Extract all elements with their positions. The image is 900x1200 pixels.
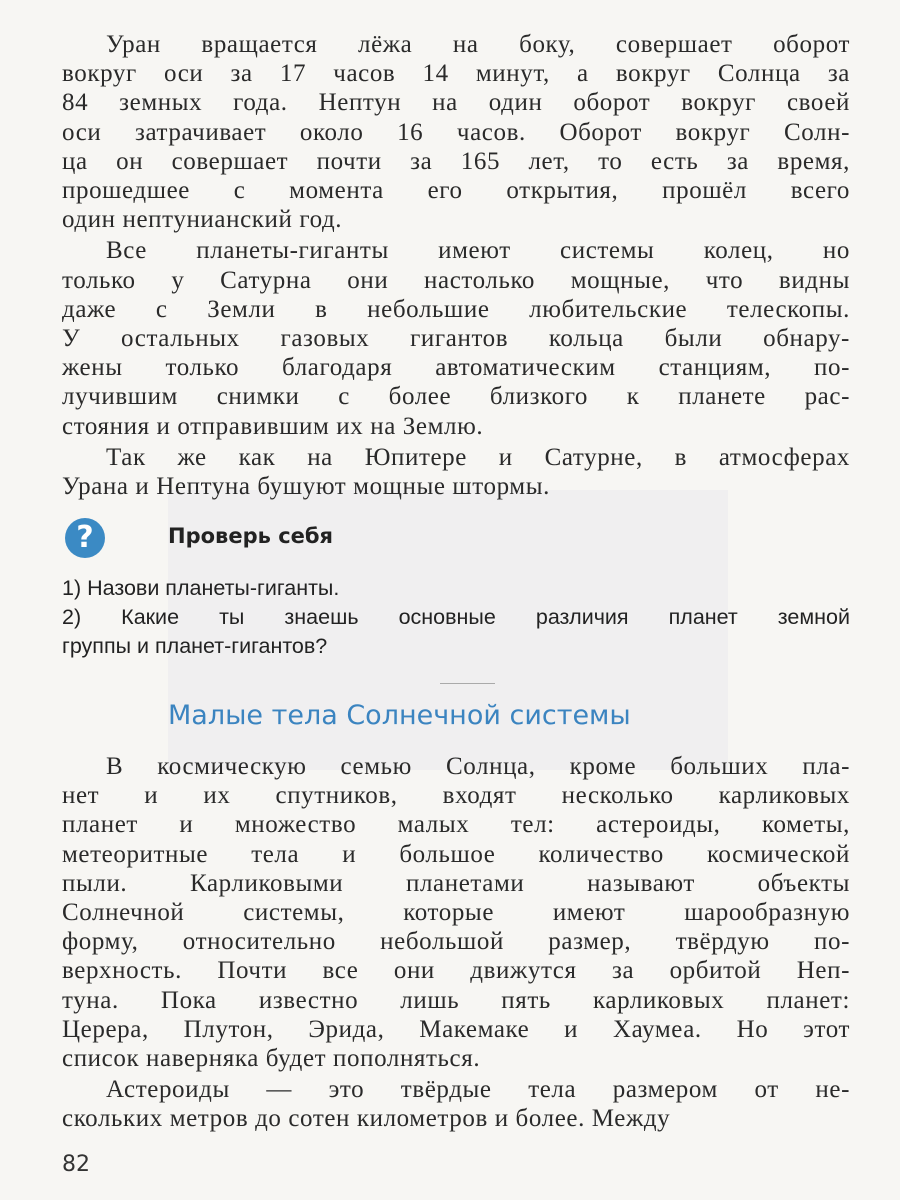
text-line: один нептунианский год. (62, 206, 343, 234)
text-line: вокруг оси за 17 часов 14 минут, а вокруг Солнца за (62, 60, 850, 88)
text-line: стояния и отправившим их на Землю. (62, 412, 484, 440)
paragraph (62, 236, 850, 440)
paragraph (62, 443, 850, 501)
paragraph (62, 1075, 850, 1133)
text-line: даже с Земли в небольшие любительские телескопы. (62, 295, 850, 323)
text-line: туна. Пока известно лишь пять карликовых планет: (62, 986, 850, 1014)
text-line: прошедшее с момента его открытия, прошёл всего (62, 177, 850, 205)
text-line: пыли. Карликовыми планетами называют объекты (62, 869, 850, 897)
check-yourself-title: Проверь себя (168, 524, 334, 548)
paragraph (62, 30, 850, 234)
question-item: 2) Какие ты знаешь основные различия планет земной (62, 605, 850, 629)
text-bottom (62, 752, 850, 1136)
text-line: оси затрачивает около 16 часов. Оборот вокруг Солн- (62, 118, 850, 146)
question-item: 1) Назови планеты-гиганты. (62, 576, 340, 600)
question-list (62, 574, 850, 661)
text-line: У остальных газовых гигантов кольца были обнару- (62, 325, 850, 353)
text-line: ца он совершает почти за 165 лет, то есть за время, (62, 147, 850, 175)
text-line: лучившим снимки с более близкого к планете рас- (62, 383, 850, 411)
text-line: Урана и Нептуна бушуют мощные штормы. (62, 473, 550, 501)
text-line: Астероиды — это твёрдые тела размером от не- (106, 1076, 850, 1104)
section-title: Малые тела Солнечной системы (168, 700, 631, 731)
text-top (62, 30, 850, 503)
text-line: скольких метров до сотен километров и более. Между (62, 1105, 671, 1133)
page-number: 82 (62, 1152, 90, 1177)
text-line: форму, относительно небольшой размер, твёрдую по- (62, 928, 850, 956)
text-line: Так же как на Юпитере и Сатурне, в атмосферах (106, 443, 850, 471)
text-line: Солнечной системы, которые имеют шарообразную (62, 899, 850, 927)
question-icon: ? (65, 518, 105, 558)
divider (440, 683, 495, 684)
text-line: верхность. Почти все они движутся за орбитой Неп- (62, 957, 850, 985)
text-line: список наверняка будет пополняться. (62, 1045, 481, 1073)
text-line: нет и их спутников, входят несколько карликовых (62, 782, 850, 810)
text-line: метеоритные тела и большое количество космической (62, 840, 850, 868)
text-line: планет и множество малых тел: астероиды, кометы, (62, 811, 850, 839)
paragraph (62, 752, 850, 1073)
text-line: только у Сатурна они настолько мощные, что видны (62, 266, 850, 294)
text-line: жены только благодаря автоматическим станциям, по- (62, 354, 850, 382)
text-line: Все планеты-гиганты имеют системы колец, но (106, 237, 850, 265)
question-item: группы и планет-гигантов? (62, 634, 328, 658)
text-line: Церера, Плутон, Эрида, Макемаке и Хаумеа. Но этот (62, 1015, 850, 1043)
text-line: Уран вращается лёжа на боку, совершает оборот (106, 31, 850, 58)
text-line: 84 земных года. Нептун на один оборот вокруг своей (62, 89, 850, 117)
text-line: В космическую семью Солнца, кроме больших пла- (106, 753, 850, 780)
